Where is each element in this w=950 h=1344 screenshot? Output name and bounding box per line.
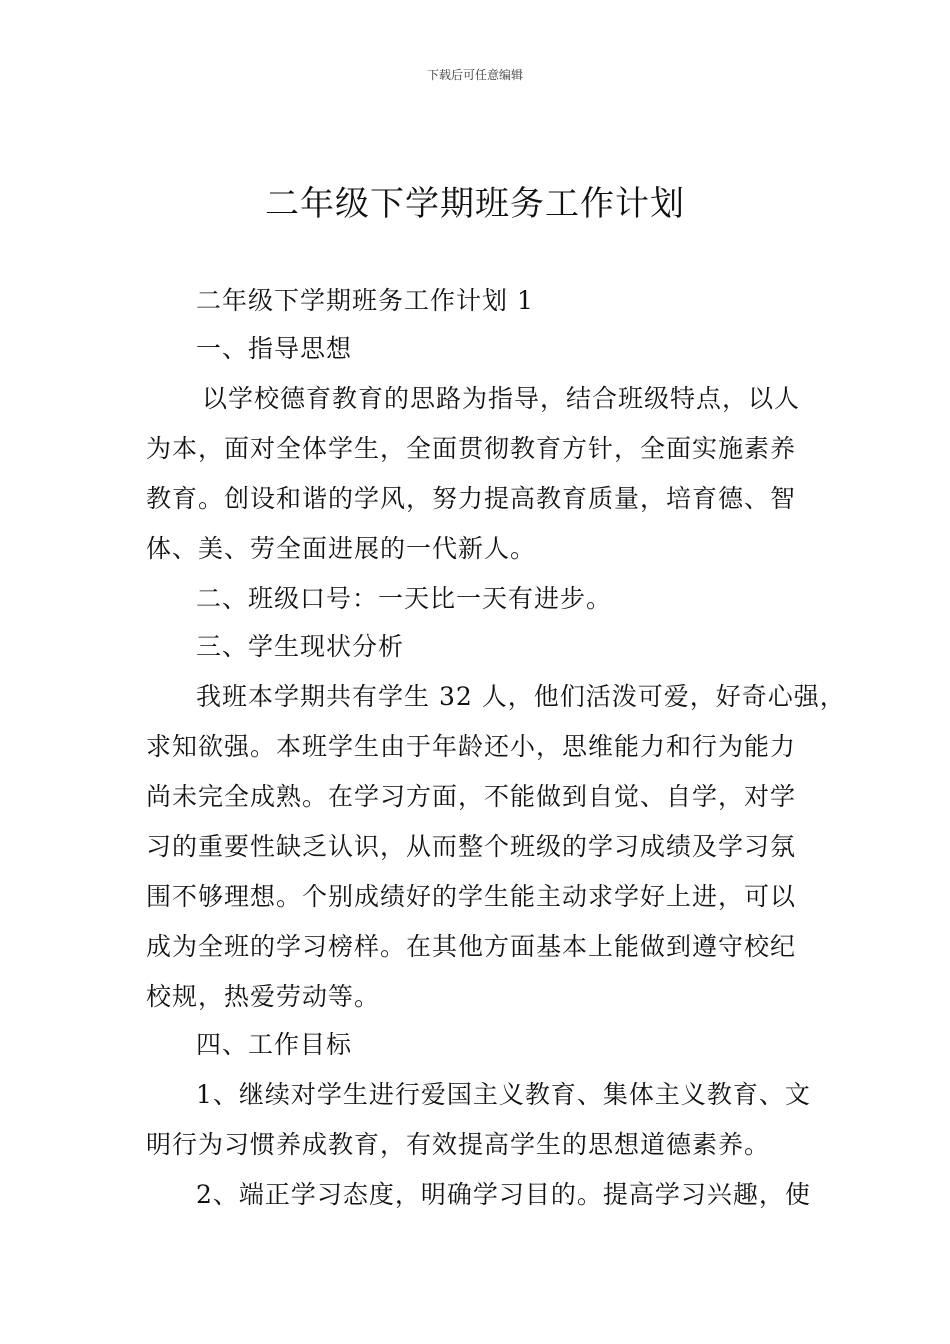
paragraph-line: 1、继续对学生进行爱国主义教育、集体主义教育、文 [196, 1080, 811, 1109]
paragraph-line: 我班本学期共有学生 32 人，他们活泼可爱，好奇心强， [196, 682, 846, 711]
heading-student-analysis [146, 622, 836, 672]
document-title: 二年级下学期班务工作计划 [265, 184, 685, 224]
paragraph-guiding-ideology [146, 374, 836, 574]
paragraph-line: 校规，热爱劳动等。 [146, 982, 381, 1011]
paragraph-line: 二年级下学期班务工作计划 1 [196, 286, 534, 315]
paragraph-line: 围不够理想。个别成绩好的学生能主动求学好上进，可以 [146, 882, 797, 911]
paragraph-line: 2、端正学习态度，明确学习目的。提高学习兴趣，使 [196, 1180, 811, 1209]
paragraph-subtitle [146, 276, 836, 326]
paragraph-line: 以学校德育教育的思路为指导，结合班级特点，以人 [202, 384, 801, 413]
header-note: 下载后可任意编辑 [426, 68, 523, 82]
paragraph-line: 尚未完全成熟。在学习方面，不能做到自觉、自学，对学 [146, 782, 797, 811]
paragraph-line: 四、工作目标 [196, 1030, 353, 1059]
heading-class-slogan [146, 574, 836, 624]
paragraph-student-analysis [146, 672, 846, 1022]
paragraph-line: 成为全班的学习榜样。在其他方面基本上能做到遵守校纪 [146, 932, 797, 961]
paragraph-line: 体、美、劳全面进展的一代新人。 [146, 534, 537, 563]
paragraph-goal-2 [146, 1170, 836, 1220]
paragraph-line: 习的重要性缺乏认识，从而整个班级的学习成绩及学习氛 [146, 832, 797, 861]
heading-work-goals [146, 1020, 836, 1070]
paragraph-line: 二、班级口号：一天比一天有进步。 [196, 584, 613, 613]
paragraph-line: 教育。创设和谐的学风，努力提高教育质量，培育德、智 [146, 484, 797, 513]
paragraph-line: 一、指导思想 [196, 334, 353, 363]
paragraph-line: 求知欲强。本班学生由于年龄还小，思维能力和行为能力 [146, 732, 797, 761]
paragraph-goal-1 [146, 1070, 836, 1170]
paragraph-line: 为本，面对全体学生，全面贯彻教育方针，全面实施素养 [146, 434, 797, 463]
paragraph-line: 三、学生现状分析 [196, 632, 405, 661]
paragraph-line: 明行为习惯养成教育，有效提高学生的思想道德素养。 [146, 1130, 771, 1159]
heading-guiding-ideology [146, 324, 836, 374]
